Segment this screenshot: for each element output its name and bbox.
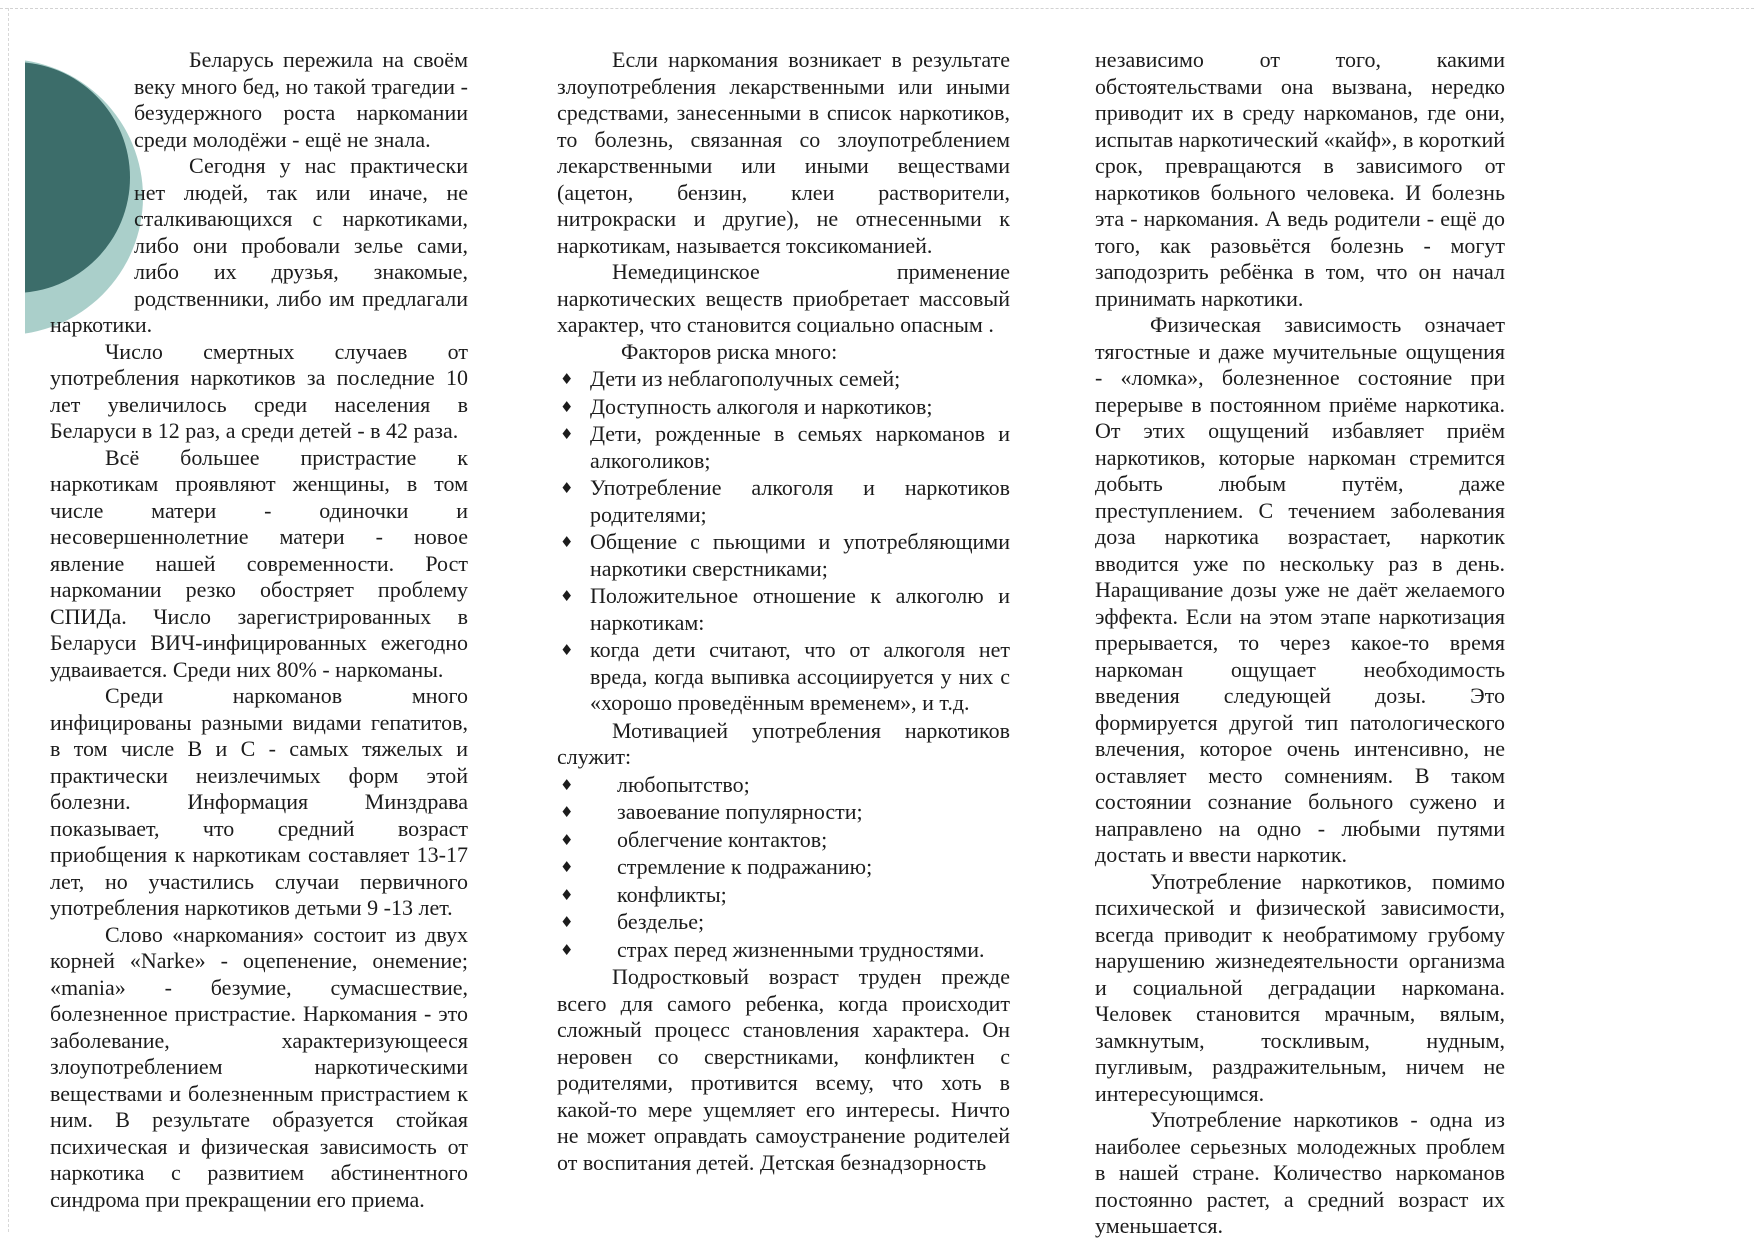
diamond-bullet-icon: ♦ bbox=[560, 397, 574, 416]
paragraph: Употребление наркотиков, помимо психической и физической зависимости, всегда приводит к необратимому грубому нарушению жизнедеятельности организма и социальной деградации наркомана. Человек становится мрачным, вялым, замкнутым, тоскливым, нудным, пугливым, раздражительным, ничем не интересующимся. bbox=[1095, 868, 1505, 1106]
page-left-dashed-guide bbox=[8, 8, 9, 1232]
paragraph: Подростковый возраст труден прежде всего для самого ребенка, когда происходит сложный процесс становления характера. Он неровен со сверстниками, конфликтен с родителями, противится всему, что хоть в какой-то мере ущемляет его интересы. Ничто не может оправдать самоустранение родителей от воспитания детей. Детская безнадзорность bbox=[557, 964, 1010, 1175]
paragraph: независимо от того, какими обстоятельствами она вызвана, нередко приводит их в среду наркоманов, где они, испытав наркотический «кайф», в короткий срок, превращаются в зависимого от наркотиков больного человека. И болезнь эта - наркомания. А ведь родители - ещё до того, как разовьётся болезнь - могут заподозрить ребёнка в том, что он начал принимать наркотики. bbox=[1095, 47, 1505, 311]
bullet-item bbox=[557, 583, 1010, 636]
diamond-bullet-icon: ♦ bbox=[560, 913, 574, 931]
bullet-item bbox=[557, 475, 1010, 528]
bullet-text: Доступность алкоголя и наркотиков; bbox=[590, 393, 933, 419]
paragraph: Физическая зависимость означает тягостные и даже мучительные ощущения - «ломка», болезненное состояние при перерыве в постоянном приёме наркотика. От этих ощущений избавляет приём наркотиков, которые наркоман стремится добыть любым путём, даже преступлением. С течением заболевания доза наркотика возрастает, наркотик вводится уже по нескольку раз в день. Наращивание дозы уже не даёт желаемого эффекта. Если на этом этапе наркотизация прерывается, то через какое-то время наркоман ощущает необходимость введения следующей дозы. Это формируется другой тип патологического влечения, которое очень интенсивно, не оставляет место сомнениям. В таком состоянии сознание больного сужено и направлено на одно - любыми путями достать и ввести наркотик. bbox=[1095, 312, 1505, 867]
bullet-text: конфликты; bbox=[617, 881, 727, 907]
paragraph: Слово «наркомания» состоит из двух корней «Narke» - оцепенение, онемение; «mania» - безумие, сумасшествие, болезненное пристрастие. Наркомания - это заболевание, характеризующееся злоупотреблением наркотическими веществами и болезненным пристрастием к ним. В результате образуется стойкая психическая и физическая зависимость от наркотика с развитием абстинентного синдрома при прекращении его приема. bbox=[50, 921, 468, 1212]
diamond-bullet-icon: ♦ bbox=[560, 940, 574, 959]
paragraph: Немедицинское применение наркотических веществ приобретает массовый характер, что становится социально опасным . bbox=[557, 259, 1010, 337]
bullet-text: Положительное отношение к алкоголю и наркотикам: bbox=[590, 583, 1010, 635]
bullet-item bbox=[557, 937, 1010, 964]
text-column-3 bbox=[1095, 47, 1505, 1240]
text-columns bbox=[50, 47, 1505, 1240]
bullet-text: завоевание популярности; bbox=[617, 799, 863, 824]
bullet-text: безделье; bbox=[617, 909, 705, 934]
bullet-item bbox=[557, 854, 1010, 881]
bullet-item bbox=[557, 909, 1010, 936]
text-column-1 bbox=[50, 47, 468, 1213]
text-column-2 bbox=[557, 47, 1010, 1176]
bullet-text: стремление к подражанию; bbox=[617, 854, 873, 879]
paragraph: Беларусь пережила на своём веку много бед, но такой трагедии - безудержного роста наркомании среди молодёжи - ещё не знала. bbox=[134, 47, 468, 152]
bullet-text: Дети, рожденные в семьях наркоманов и алкоголиков; bbox=[590, 421, 1010, 473]
bullet-item bbox=[557, 366, 1010, 393]
bullet-item bbox=[557, 772, 1010, 799]
bullet-item bbox=[557, 827, 1010, 854]
diamond-bullet-icon: ♦ bbox=[560, 533, 574, 551]
paragraph: Всё большее пристрастие к наркотикам проявляют женщины, в том числе матери - одиночки и несовершеннолетние матери - новое явление нашей современности. Рост наркомании резко обостряет проблему СПИДа. Число зарегистрированных в Беларуси ВИЧ-инфицированных ежегодно удваивается. Среди них 80% - наркоманы. bbox=[50, 444, 468, 682]
bullet-item bbox=[557, 799, 1010, 826]
paragraph: Употребление наркотиков - одна из наиболее серьезных молодежных проблем в нашей стране. Количество наркоманов постоянно растет, а средний возраст их уменьшается. bbox=[1095, 1107, 1505, 1238]
bullet-text: Употребление алкоголя и наркотиков родителями; bbox=[590, 475, 1010, 527]
paragraph: Если наркомания возникает в результате злоупотребления лекарственными или иными средствами, занесенными в список наркотиков, то болезнь, связанная со злоупотреблением лекарственными или иными веществами (ацетон, бензин, клеи растворители, нитрокраски и другие), не отнесенными к наркотикам, называется токсикоманией. bbox=[557, 47, 1010, 258]
diamond-bullet-icon: ♦ bbox=[560, 858, 574, 876]
bullet-item bbox=[557, 394, 1010, 421]
bullet-item bbox=[557, 421, 1010, 474]
section-heading: Факторов риска много: bbox=[621, 338, 838, 364]
diamond-bullet-icon: ♦ bbox=[560, 803, 574, 821]
diamond-bullet-icon: ♦ bbox=[560, 885, 574, 904]
bullet-text: любопытство; bbox=[617, 771, 750, 797]
diamond-bullet-icon: ♦ bbox=[560, 641, 574, 659]
paragraph: Сегодня у нас практически нет людей, так или иначе, не сталкивающихся с наркотиками, либо они пробовали зелье сами, либо их друзья, знакомые, родственники, либо им предлагали наркотики. bbox=[50, 153, 468, 337]
bullet-text: облегчение контактов; bbox=[617, 826, 828, 852]
bullet-text: когда дети считают, что от алкоголя нет вреда, когда выпивка ассоциируется у них с «хорошо проведённым временем», и т.д. bbox=[590, 637, 1010, 715]
bullet-text: Общение с пьющими и употребляющими наркотики сверстниками; bbox=[590, 529, 1010, 581]
diamond-bullet-icon: ♦ bbox=[560, 370, 574, 388]
diamond-bullet-icon: ♦ bbox=[560, 479, 574, 497]
paragraph: Среди наркоманов много инфицированы разными видами гепатитов, в том числе В и С - самых тяжелых и практически неизлечимых форм этой болезни. Информация Минздрава показывает, что средний возраст приобщения к наркотикам составляет 13-17 лет, но участились случаи первичного употребления наркотиков детьми 9 -13 лет. bbox=[50, 683, 468, 920]
bullet-item bbox=[557, 529, 1010, 582]
bullet-text: страх перед жизненными трудностями. bbox=[617, 936, 985, 962]
diamond-bullet-icon: ♦ bbox=[560, 425, 574, 443]
bullet-item bbox=[557, 637, 1010, 717]
paragraph: Число смертных случаев от употребления наркотиков за последние 10 лет увеличилось среди населения в Беларуси в 12 раз, а среди детей - в 42 раза. bbox=[50, 338, 468, 443]
paragraph: Мотивацией употребления наркотиков служит: bbox=[557, 717, 1010, 769]
page-top-dashed-guide bbox=[0, 8, 1754, 9]
diamond-bullet-icon: ♦ bbox=[560, 775, 574, 794]
diamond-bullet-icon: ♦ bbox=[560, 587, 574, 605]
bullet-text: Дети из неблагополучных семей; bbox=[590, 366, 901, 391]
diamond-bullet-icon: ♦ bbox=[560, 830, 574, 849]
circle-float-spacer bbox=[50, 47, 134, 305]
bullet-item bbox=[557, 882, 1010, 909]
